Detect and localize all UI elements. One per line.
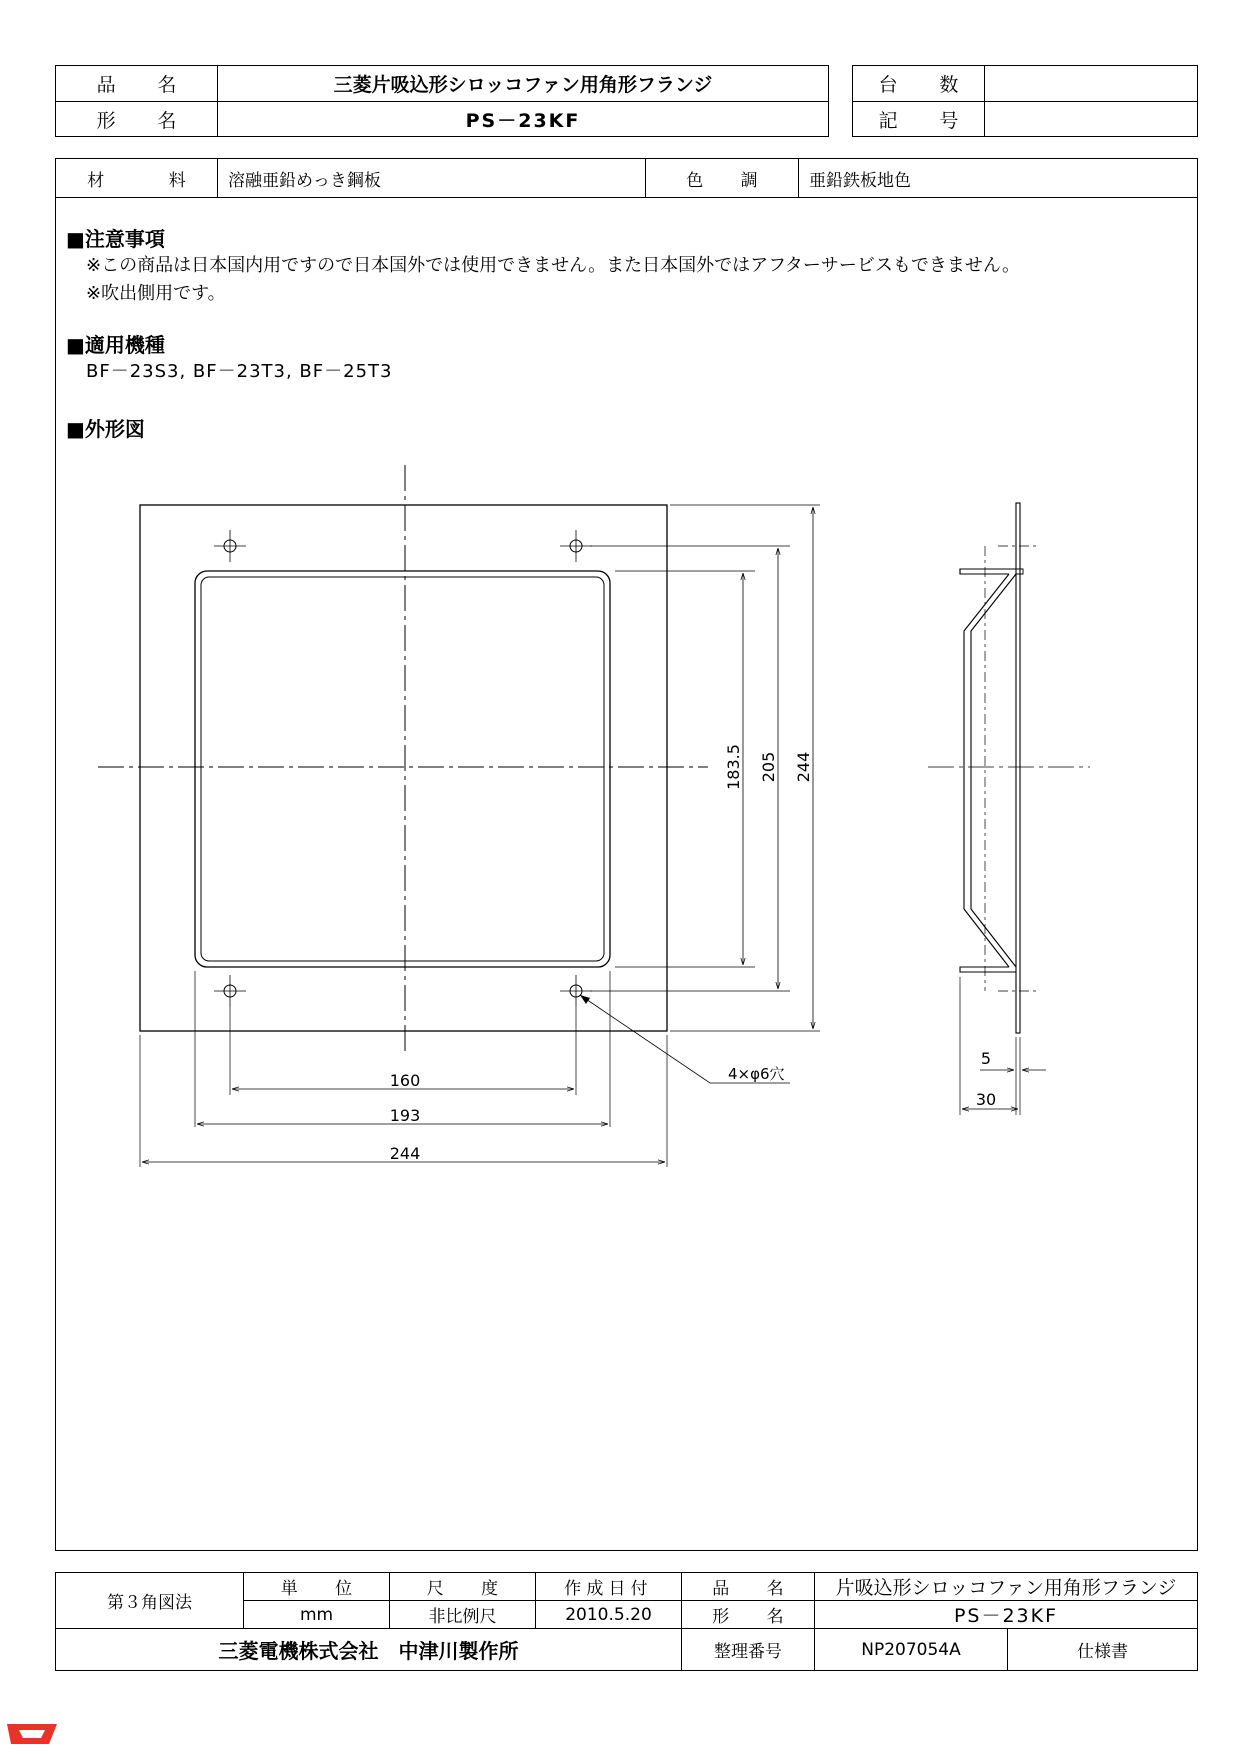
ref-value: NP207054A	[815, 1629, 1008, 1671]
quantity-label: 台 数	[853, 66, 985, 102]
dim-205: 205	[759, 751, 778, 783]
color-label: 色 調	[646, 159, 799, 198]
date-label: 作成日付	[536, 1573, 682, 1601]
note-line-1: ※この商品は日本国内用ですので日本国外では使用できません。また日本国外ではアフターサービスもできません。	[86, 255, 1020, 276]
symbol-value	[985, 102, 1198, 137]
unit-label: 単 位	[244, 1573, 390, 1601]
flange-outer	[140, 505, 667, 1031]
projection-method: 第３角図法	[56, 1573, 244, 1629]
quantity-table	[852, 65, 1198, 137]
footer-model-label: 形 名	[682, 1601, 815, 1629]
dim-183-5: 183.5	[724, 744, 743, 790]
dim-30: 30	[975, 1090, 997, 1109]
mounting-hole	[560, 975, 592, 1007]
dim-244-vertical: 244	[794, 751, 813, 783]
material-label: 材 料	[56, 159, 218, 198]
doc-type: 仕様書	[1008, 1629, 1198, 1671]
ref-label: 整理番号	[682, 1629, 815, 1671]
footer-name-label: 品 名	[682, 1573, 815, 1601]
mounting-hole	[214, 975, 246, 1007]
product-name-label: 品 名	[56, 66, 218, 102]
applicable-title: ■適用機種	[66, 333, 165, 357]
note-line-2: ※吹出側用です。	[86, 283, 226, 304]
footer-product-name: 片吸込形シロッコファン用角形フランジ	[815, 1573, 1198, 1601]
company-name: 三菱電機株式会社 中津川製作所	[56, 1629, 682, 1671]
dim-5: 5	[980, 1049, 992, 1068]
color-value: 亜鉛鉄板地色	[799, 159, 1198, 198]
flange-opening	[195, 571, 610, 967]
side-view	[928, 503, 1090, 1033]
header-table	[55, 65, 829, 137]
material-value: 溶融亜鉛めっき鋼板	[218, 159, 646, 198]
applicable-models: BF－23S3, BF－23T3, BF－25T3	[86, 361, 393, 382]
model-label: 形 名	[56, 102, 218, 137]
footer-model-value: PS－23KF	[815, 1601, 1198, 1629]
outline-drawing	[80, 455, 1160, 1195]
dim-244-horizontal: 244	[389, 1144, 421, 1163]
product-name: 三菱片吸込形シロッコファン用角形フランジ	[218, 66, 829, 102]
outline-title: ■外形図	[66, 417, 145, 441]
notes-title: ■注意事項	[66, 227, 165, 251]
scale-value: 非比例尺	[390, 1601, 536, 1629]
quantity-value	[985, 66, 1198, 102]
mounting-hole	[560, 530, 592, 562]
dim-160: 160	[389, 1071, 421, 1090]
dim-193: 193	[389, 1106, 421, 1125]
scale-label: 尺 度	[390, 1573, 536, 1601]
model-number: PS－23KF	[218, 102, 829, 137]
material-table	[55, 158, 1198, 198]
title-block	[55, 1572, 1198, 1671]
unit-value: mm	[244, 1601, 390, 1629]
mounting-hole	[214, 530, 246, 562]
date-value: 2010.5.20	[536, 1601, 682, 1629]
hole-note: 4×φ6穴	[728, 1065, 785, 1083]
brand-logo-icon	[5, 1720, 61, 1748]
symbol-label: 記 号	[853, 102, 985, 137]
